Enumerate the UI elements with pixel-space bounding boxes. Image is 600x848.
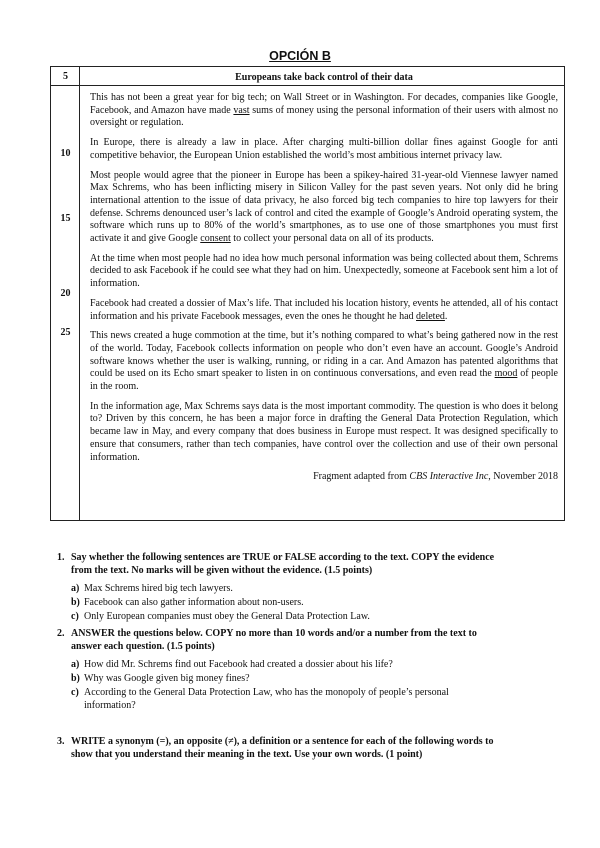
line-number: 15 [60,213,71,224]
paragraph-1: This has not been a great year for big tech; on Wall Street or in Washington. For decades, companies like Google, Facebook, and Amazon have made vast sums of money using the personal information of their users with almost no oversight or regulation. [90,92,558,129]
line-number: 5 [63,71,68,82]
underlined-word-mood: mood [494,368,518,380]
source-citation: Fragment adapted from CBS Interactive Inc, November 2018 [313,471,558,483]
paragraph-3: Most people would agree that the pioneer in Europe has been a spikey-haired 31-year-old Viennese lawyer named Max Schrems, who has been inflicting misery in Silicon Valley for the past seven years. Not only did he bring international attention to the issue of data privacy, he also forced big tech companies to hire top lawyers for their defense. Schrems denounced user’s lack of control and cited the example of Google’s Android operating system, the software which runs up to 80% of the world’s smartphones, as to use one of those smartphones you must first activate it and give Google consent to collect your personal data on all of its products. [90,169,558,245]
list-item: a) How did Mr. Schrems find out Facebook had created a dossier about his life? [71,659,393,670]
article-body [90,72,558,484]
list-item: a) Max Schrems hired big tech lawyers. [71,583,233,594]
question-3-instructions: 3. WRITE a synonym (=), an opposite (≠), a definition or a sentence for each of the following words to show that you understand their meaning in the text. Use your own words. (1 point) [57,736,494,760]
list-item: c) According to the General Data Protection Law, who has the monopoly of people’s personal information? [71,687,449,711]
question-1-items [71,582,547,623]
article-title: Europeans take back control of their data [235,72,413,83]
question-2-instructions: 2. ANSWER the questions below. COPY no more than 10 words and/or a number from the text to answer each question. (1.5 points) [57,628,477,652]
list-item: b) Facebook can also gather information about non-users. [71,597,304,608]
question-2 [57,627,547,713]
reading-text-box [50,66,565,521]
paragraph-7: In the information age, Max Schrems says data is the most important commodity. The question is who does it belong to? Driven by this concern, he has been a major force in drafting the General Data Protection Regulation, which became law in May, and every company that does business in Europe must respect. It was designed specifically to ensure that consumers, rather than tech companies, have control over the collection and use of their own personal information. [90,400,558,463]
option-heading: OPCIÓN B [269,49,331,63]
paragraph-6: This news created a huge commotion at the time, but it’s nothing compared to what’s being gathered now in the rest of the world. Today, Facebook collects information on people who don’t even have an account. Google’s Android software knows whether the user is walking, running, or riding in a car. And Amazon has patented algorithms that could be used on its Echo smart speaker to listen in on continuous conversations, and even read the mood of people in the room. [90,330,558,393]
underlined-word-deleted: deleted [416,310,445,322]
question-2-items [71,658,547,712]
question-1-instructions: 1. Say whether the following sentences are TRUE or FALSE according to the text. COPY the evidence from the text. No marks will be given without the evidence. (1.5 points) [57,552,495,576]
line-number: 25 [60,327,71,338]
question-1 [57,551,547,624]
list-item: c) Only European companies must obey the General Data Protection Law. [71,611,370,622]
underlined-word-consent: consent [200,233,231,245]
underlined-word-vast: vast [233,104,250,116]
paragraph-4: At the time when most people had no idea how much personal information was being collected about them, Schrems decided to ask Facebook if he could see what they had on him. Unexpectedly, someone at Facebook sent him a lot of information. [90,252,558,290]
list-item: b) Why was Google given big money fines? [71,673,250,684]
paragraph-2: In Europe, there is already a law in place. After charging multi-billion dollar fines against Google for anti competitive behavior, the European Union established the world’s most ambitious internet privacy law. [90,137,558,161]
question-3 [57,735,547,761]
line-number: 20 [60,288,71,299]
line-number: 10 [60,148,71,159]
paragraph-5: Facebook had created a dossier of Max’s life. That included his location history, events he attended, all of his contact information and his private Facebook messages, even the ones he thought he had deleted. [90,297,558,322]
